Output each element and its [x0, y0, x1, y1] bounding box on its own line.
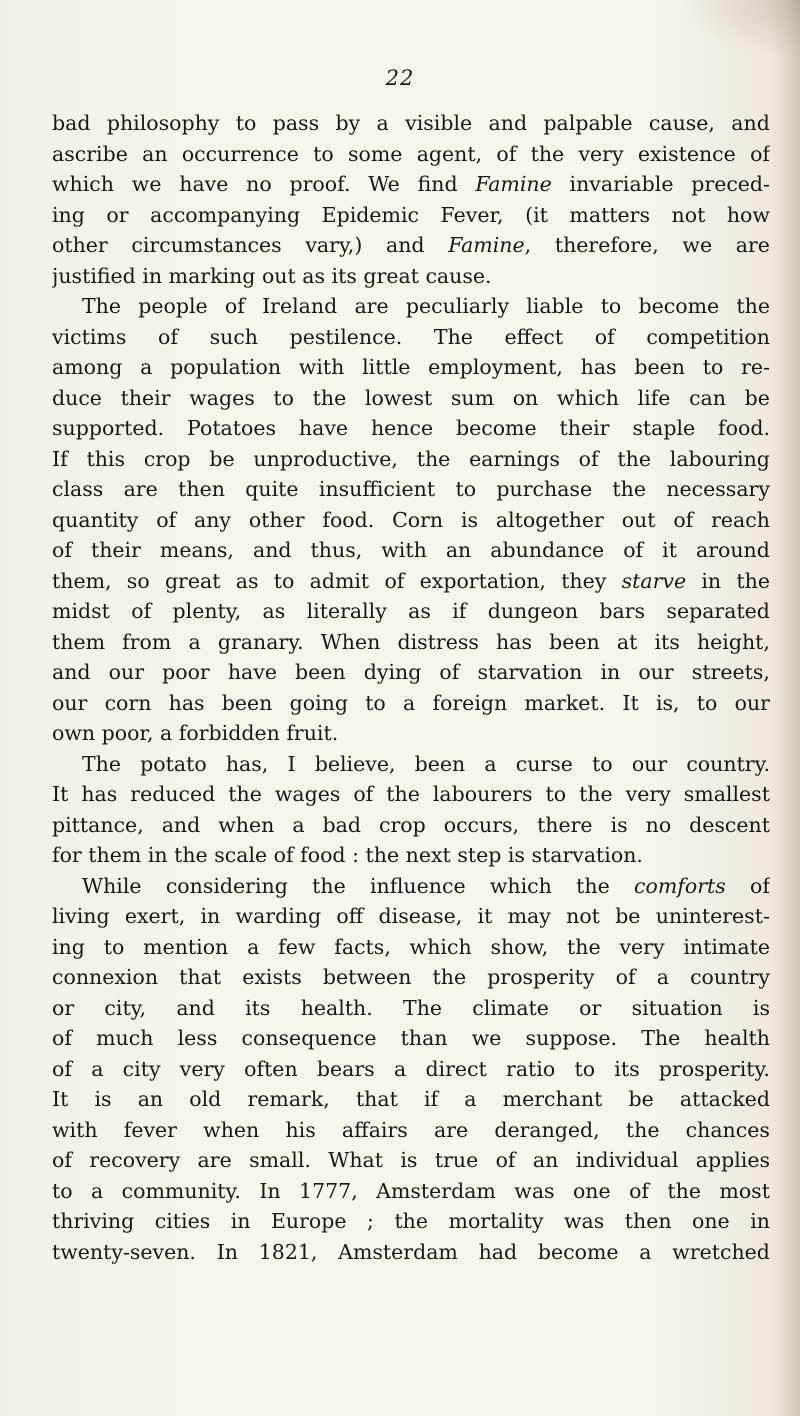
text-line: of a city very often bears a direct ratio to its prosperity.: [52, 1056, 770, 1081]
page-edge: [772, 0, 800, 1416]
text-line: them, so great as to admit of exportation, they starve in the: [52, 568, 770, 593]
text-line: justified in marking out as its great cause.: [52, 263, 492, 288]
text-line: ascribe an occurrence to some agent, of the very existence of: [52, 141, 770, 166]
text-line: The potato has, I believe, been a curse to our country.: [82, 751, 770, 776]
text-line: ing to mention a few facts, which show, the very intimate: [52, 934, 770, 959]
text-line: bad philosophy to pass by a visible and palpable cause, and: [52, 111, 770, 135]
body-text: [52, 108, 770, 1267]
text-line: to a community. In 1777, Amsterdam was one of the most: [52, 1178, 770, 1203]
text-line: of much less consequence than we suppose. The health: [52, 1026, 770, 1050]
text-line: with fever when his affairs are deranged, the chances: [52, 1117, 770, 1142]
text-line: which we have no proof. We find Famine invariable preced-: [52, 172, 770, 196]
text-line: ing or accompanying Epidemic Fever, (it matters not how: [52, 202, 770, 227]
text-line: of recovery are small. What is true of an individual applies: [52, 1148, 770, 1172]
text-line: quantity of any other food. Corn is altogether out of reach: [52, 507, 770, 532]
text-line: twenty-seven. In 1821, Amsterdam had become a wretched: [52, 1239, 770, 1264]
text-line: connexion that exists between the prosperity of a country: [52, 965, 770, 989]
text-line: them from a granary. When distress has been at its height,: [52, 629, 770, 654]
text-line: class are then quite insufficient to purchase the necessary: [52, 477, 770, 501]
text-line: duce their wages to the lowest sum on which life can be: [52, 385, 770, 410]
text-line: midst of plenty, as literally as if dungeon bars separated: [52, 599, 770, 623]
page-number: 22: [385, 66, 415, 90]
text-line: It has reduced the wages of the labourers to the very smallest: [52, 782, 770, 806]
text-line: pittance, and when a bad crop occurs, there is no descent: [52, 812, 770, 837]
text-line: While considering the influence which the comforts of: [82, 873, 770, 898]
text-line: It is an old remark, that if a merchant be attacked: [52, 1087, 770, 1111]
text-line: for them in the scale of food : the next step is starvation.: [52, 843, 643, 867]
text-line: thriving cities in Europe ; the mortality was then one in: [52, 1209, 770, 1233]
text-line: If this crop be unproductive, the earnings of the labouring: [52, 446, 770, 471]
text-line: of their means, and thus, with an abundance of it around: [52, 538, 770, 562]
text-line: The people of Ireland are peculiarly liable to become the: [82, 294, 770, 318]
text-line: among a population with little employment, has been to re-: [52, 355, 770, 379]
text-line: living exert, in warding off disease, it may not be uninterest-: [52, 904, 770, 928]
text-line: victims of such pestilence. The effect of competition: [52, 324, 770, 349]
text-line: our corn has been going to a foreign market. It is, to our: [52, 690, 770, 715]
text-line: supported. Potatoes have hence become their staple food.: [52, 416, 770, 440]
text-line: own poor, a forbidden fruit.: [52, 721, 339, 745]
text-line: or city, and its health. The climate or situation is: [52, 995, 770, 1020]
text-line: other circumstances vary,) and Famine, therefore, we are: [52, 233, 770, 257]
text-line: and our poor have been dying of starvation in our streets,: [52, 660, 770, 684]
